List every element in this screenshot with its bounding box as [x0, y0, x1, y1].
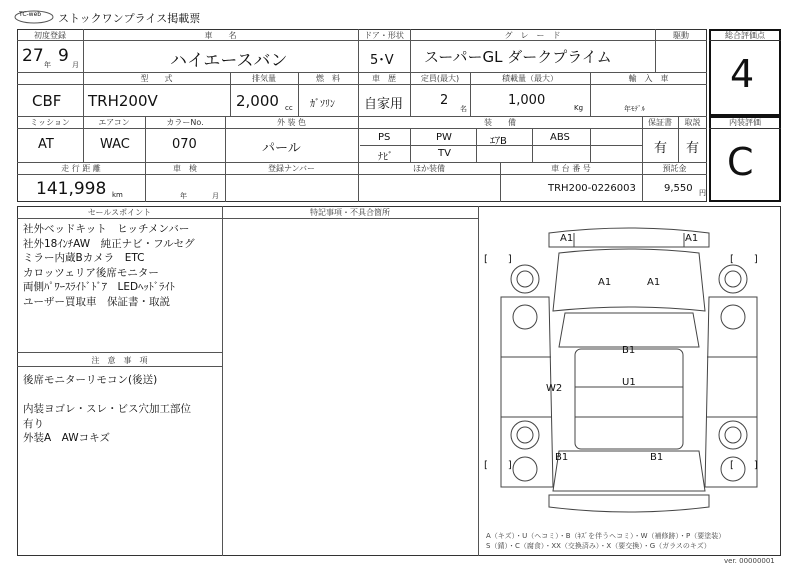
- label-chassis: 車 台 番 号: [551, 164, 591, 173]
- list-item: 外装A AWコキズ: [23, 432, 110, 445]
- notes-title: 注 意 事 項: [91, 356, 148, 365]
- displacement: 2,000: [236, 92, 279, 110]
- mileage: 141,998: [36, 179, 107, 199]
- list-item: [23, 388, 191, 403]
- chassis-no: TRH200-0226003: [548, 183, 636, 194]
- deposit-unit: 円: [699, 189, 706, 197]
- label-fuel: 燃 料: [316, 74, 340, 83]
- label-capacity: 定員(最大): [420, 74, 460, 83]
- label-import: 輸 入 車: [628, 74, 669, 83]
- mark-a1-front-right: A1: [685, 233, 699, 244]
- mark-b1-rear-left: B1: [555, 452, 569, 463]
- version: ver. 00000001: [724, 557, 775, 565]
- mark-b1-roof: B1: [622, 345, 636, 356]
- list-item: ミラー内蔵Bカメラ ETC: [23, 252, 145, 265]
- list-item: ユーザー買取車 保証書・取説: [23, 295, 170, 308]
- import-note: 年ﾓﾃﾞﾙ: [624, 105, 645, 113]
- label-color: 外 装 色: [276, 118, 307, 127]
- list-item: 社外18ｲﾝﾁAW 純正ナビ・フルセグ: [23, 237, 195, 250]
- equip-airbag: ｴｱB: [490, 136, 507, 147]
- label-door-shape: ドア・形状: [364, 31, 404, 40]
- aircon: WAC: [100, 137, 130, 152]
- label-history: 車 歴: [372, 74, 396, 83]
- sales-points-list: [23, 222, 195, 310]
- label-plate: 登録ナンバー: [267, 164, 316, 173]
- bracket-front-left: [ ]: [484, 254, 512, 265]
- label-equipment: 装 備: [484, 118, 516, 127]
- label-color-no: カラーNo.: [166, 118, 204, 127]
- label-manual: 取説: [684, 118, 701, 127]
- legend-line-1: A（キズ）・U（ヘコミ）・B（ｷｽﾞを伴うヘコミ）・W（補修跡）・P（要塗装）: [486, 532, 726, 540]
- label-first-reg: 初度登録: [34, 31, 66, 40]
- equip-pw: PW: [436, 132, 452, 143]
- list-item: 社外ベッドキット ヒッチメンバー: [23, 223, 190, 235]
- bracket-rear-left: [ ]: [484, 460, 512, 471]
- month-unit: 月: [72, 61, 79, 69]
- capacity-unit: 名: [460, 105, 467, 113]
- bracket-rear-right: [ ]: [730, 460, 758, 471]
- label-model: 型 式: [140, 74, 173, 83]
- label-mileage: 走 行 距 離: [61, 164, 101, 173]
- manual-value: 有: [686, 141, 700, 156]
- insp-year-unit: 年: [180, 192, 187, 200]
- label-aircon: エアコン: [98, 118, 130, 127]
- label-displacement: 排気量: [252, 74, 276, 83]
- logo: [14, 9, 54, 23]
- cc-unit: cc: [285, 104, 293, 112]
- insp-month-unit: 月: [212, 192, 219, 200]
- model-code: CBF: [32, 92, 62, 110]
- label-overall-score: 総合評価点: [725, 31, 765, 40]
- model: TRH200V: [88, 92, 158, 110]
- mark-a1-mid-right: A1: [647, 277, 661, 288]
- history: 自家用: [364, 97, 404, 112]
- label-mission: ミッション: [30, 118, 70, 127]
- special-title: 特記事項・不具合箇所: [310, 208, 390, 217]
- first-reg-month: 9: [58, 46, 69, 66]
- mark-a1-mid-left: A1: [598, 277, 612, 288]
- label-interior-score: 内装評価: [729, 118, 761, 127]
- label-inspection: 車 検: [173, 164, 197, 173]
- door-shape: 5･V: [370, 53, 394, 68]
- equip-tv: TV: [438, 148, 451, 159]
- first-reg-year: 27: [22, 46, 44, 66]
- list-item: 両側ﾊﾟﾜｰｽﾗｲﾄﾞﾄﾞｱ LEDﾍｯﾄﾞﾗｲﾄ: [23, 281, 175, 294]
- interior-score: C: [727, 140, 754, 184]
- mark-w2-side: W2: [546, 383, 563, 394]
- label-load: 積載量（最大）: [502, 74, 558, 83]
- color-no: 070: [172, 137, 197, 152]
- mission: AT: [38, 137, 54, 152]
- sales-points-title: セールスポイント: [87, 208, 152, 217]
- grade: スーパーGL ダークプライム: [424, 48, 612, 66]
- mark-a1-front-left: A1: [560, 233, 574, 244]
- logo-text: TC-web: [19, 11, 42, 18]
- bracket-front-right: [ ]: [730, 254, 758, 265]
- notes-list: [23, 373, 191, 446]
- color: パール: [262, 141, 301, 156]
- mark-u1-roof: U1: [622, 377, 636, 388]
- deposit: 9,550: [664, 183, 693, 194]
- warranty-value: 有: [654, 141, 668, 156]
- car-name: ハイエースバン: [170, 51, 288, 71]
- equip-navi: ﾅﾋﾞ: [378, 152, 393, 163]
- label-deposit: 預託金: [662, 164, 687, 173]
- label-grade: グ レ ー ド: [504, 31, 561, 40]
- doc-title: ストックワンプライス掲載票: [58, 12, 201, 25]
- load-unit: Kg: [574, 104, 584, 112]
- equip-abs: ABS: [550, 132, 570, 143]
- overall-score: 4: [730, 52, 755, 96]
- load: 1,000: [508, 93, 546, 108]
- mileage-unit: km: [112, 191, 123, 199]
- label-car-name: 車 名: [204, 31, 237, 40]
- label-other-equip: ほか装備: [413, 164, 445, 173]
- capacity: 2: [440, 93, 449, 108]
- label-drive: 駆動: [673, 31, 689, 40]
- list-item: カロッツェリア後席モニター: [23, 266, 159, 279]
- legend-line-2: S（錆）・C（腐食）・XX（交換済み）・X（要交換）・G（ガラスのキズ）: [486, 542, 711, 550]
- list-item: 内装ヨゴレ・スレ・ビス穴加工部位: [23, 403, 191, 416]
- equip-ps: PS: [378, 132, 391, 143]
- list-item: 有り: [23, 417, 44, 430]
- fuel: ｶﾞｿﾘﾝ: [310, 99, 335, 110]
- list-item: 後席モニターリモコン(後送): [23, 374, 158, 386]
- mark-b1-rear-right: B1: [650, 452, 664, 463]
- label-warranty: 保証書: [648, 118, 672, 127]
- year-unit: 年: [44, 61, 51, 69]
